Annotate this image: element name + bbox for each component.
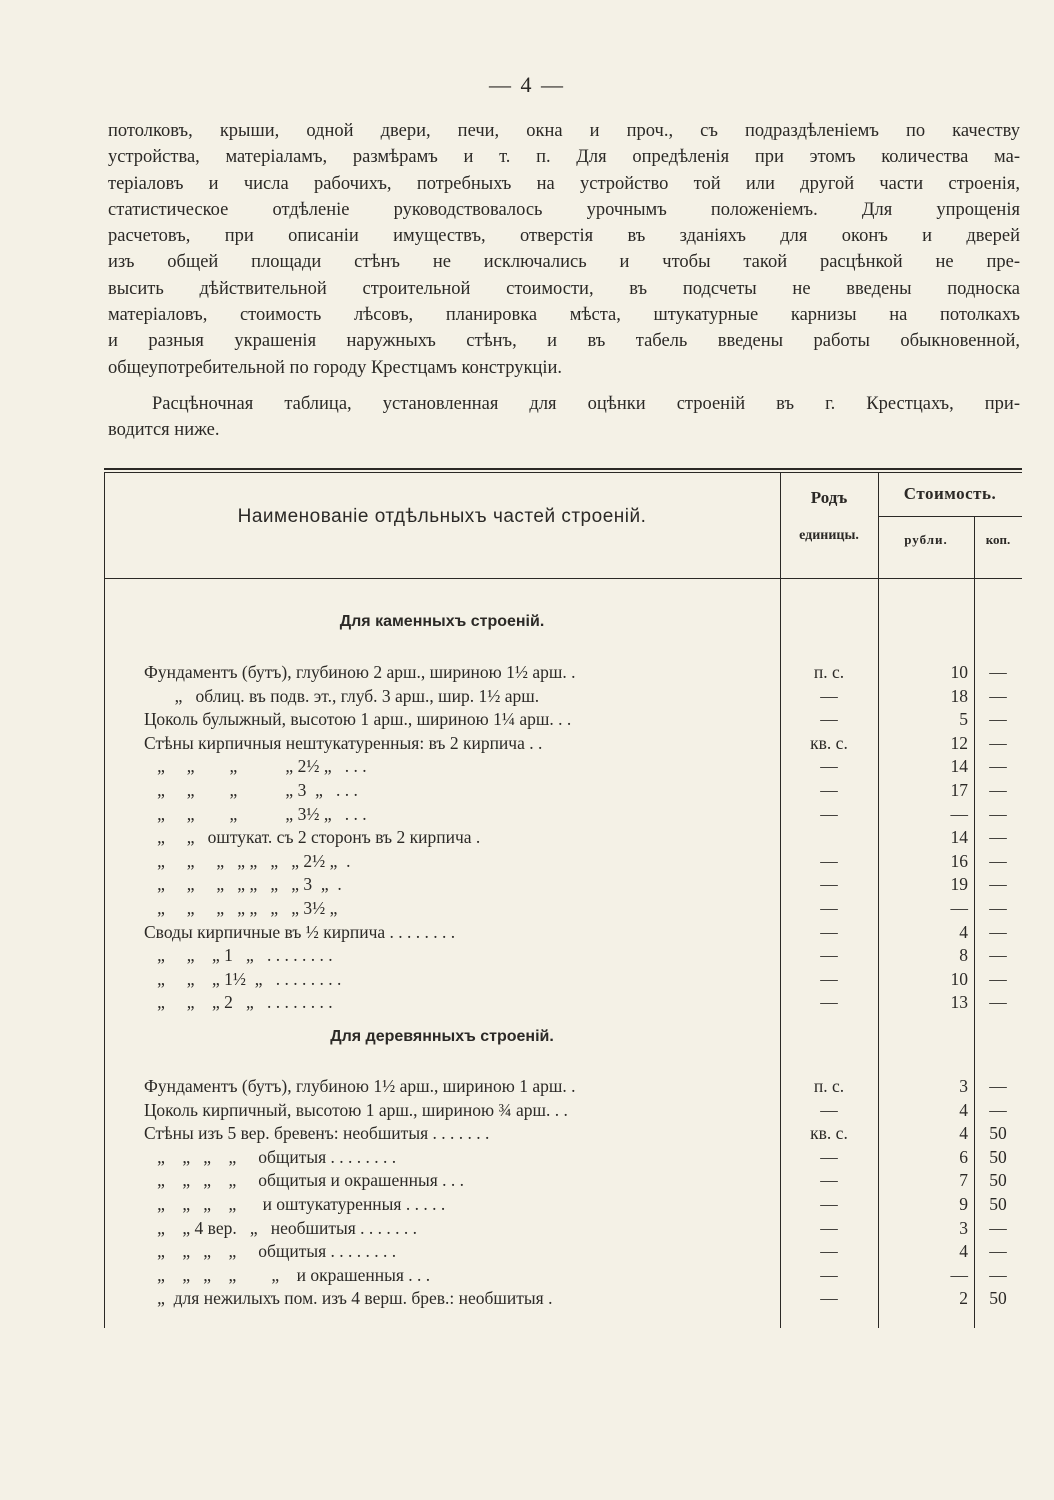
row-unit: — — [820, 850, 838, 871]
row-name: „ для нежилыхъ пом. изъ 4 верш. брев.: необшитыя . — [144, 1288, 553, 1309]
row-rub: 7 — [959, 1170, 968, 1191]
table-row — [104, 943, 1022, 967]
row-name: „ „ оштукат. съ 2 сторонъ въ 2 кирпича . — [144, 827, 481, 848]
table-row — [104, 1074, 1022, 1098]
row-rub: 8 — [959, 945, 968, 966]
table-row — [104, 1098, 1022, 1122]
row-rub: — — [950, 1264, 968, 1285]
row-kop: 50 — [989, 1170, 1007, 1191]
row-name: Стѣны изъ 5 вер. бревенъ: необшитыя . . . . . . . — [144, 1123, 490, 1144]
row-kop: — — [989, 803, 1007, 824]
table-row — [104, 967, 1022, 991]
table-row — [104, 920, 1022, 944]
row-name: „ облиц. въ подв. эт., глуб. 3 арш., шир. 1½ арш. — [144, 685, 540, 706]
table-row — [104, 754, 1022, 778]
row-rub: 16 — [950, 850, 968, 871]
row-rub: — — [950, 803, 968, 824]
row-rub: 3 — [959, 1076, 968, 1096]
row-name: „ „ „ „ „ „ „ 3 „ . — [144, 874, 342, 895]
row-name: „ „ „ „ 2½ „ . . . — [144, 756, 367, 777]
text-line: Расцѣночная таблица, установленная для оцѣнки строеній въ г. Крестцахъ, при- — [152, 393, 1020, 414]
row-kop: — — [989, 780, 1007, 800]
text-line: устройства, матеріаламъ, размѣрамъ и т. п. Для опредѣленія при этомъ количества ма- — [108, 147, 1020, 168]
row-unit: — — [820, 945, 838, 966]
table-row — [104, 778, 1022, 802]
row-rub: 4 — [959, 921, 968, 942]
row-name: Фундаментъ (бутъ), глубиною 1½ арш., шириною 1 арш. . — [144, 1076, 576, 1096]
text-line: общеупотребительной по городу Крестцамъ конструкціи. — [108, 357, 563, 378]
row-kop: — — [989, 898, 1007, 918]
row-rub: 4 — [959, 1241, 968, 1262]
row-kop: — — [989, 662, 1007, 682]
row-name: „ „ „ „ 3 „ . . . — [144, 780, 358, 800]
section-heading: Для деревянныхъ строеній. — [330, 1028, 554, 1045]
header-rub: рубли. — [904, 532, 948, 547]
page-number: — 4 — — [489, 72, 565, 97]
row-rub: — — [950, 898, 968, 918]
table-row — [104, 684, 1022, 708]
row-rub: 14 — [950, 756, 968, 777]
table-rule — [104, 472, 1022, 473]
row-rub: 6 — [959, 1146, 968, 1167]
table-row — [104, 707, 1022, 731]
row-unit: — — [820, 1099, 838, 1120]
text-line: водится ниже. — [108, 420, 220, 441]
table-row — [104, 1168, 1022, 1192]
row-name: „ „ „ „ общитыя и окрашенныя . . . — [144, 1170, 465, 1191]
row-unit: — — [820, 1288, 838, 1309]
table-row — [104, 825, 1022, 849]
row-kop: — — [989, 685, 1007, 706]
row-kop: — — [989, 921, 1007, 942]
text-line: расчетовъ, при описаніи имуществъ, отверстія въ зданіяхъ для оконъ и дверей — [108, 226, 1020, 247]
text-line: высить дѣйствительной строительной стоимости, въ подсчеты не введены подноска — [108, 278, 1020, 299]
row-name: „ „ „ „ общитыя . . . . . . . . — [144, 1146, 397, 1167]
row-kop: 50 — [989, 1194, 1007, 1214]
row-name: „ „ „ „ „ „ „ 2½ „ . — [144, 850, 351, 871]
row-unit: п. с. — [813, 662, 845, 682]
row-unit: — — [820, 685, 838, 706]
row-unit: — — [820, 1217, 838, 1238]
row-unit: — — [820, 1146, 838, 1167]
row-rub: 9 — [959, 1194, 968, 1214]
paragraph-2 — [108, 391, 1020, 444]
table-row — [104, 731, 1022, 755]
row-unit: — — [820, 1241, 838, 1262]
row-rub: 5 — [959, 709, 968, 730]
row-unit: — — [820, 968, 838, 989]
row-rub: 13 — [950, 992, 968, 1013]
row-kop: — — [989, 732, 1007, 753]
row-kop: — — [989, 1076, 1007, 1096]
row-name: Стѣны кирпичныя нештукатуренныя: въ 2 кирпича . . — [144, 732, 543, 753]
text-line: статистическое отдѣленіе руководствовалось урочнымъ положеніемъ. Для упрощенія — [108, 199, 1020, 220]
row-unit: — — [820, 992, 838, 1013]
row-unit: — — [820, 803, 838, 824]
row-rub: 4 — [959, 1099, 968, 1120]
row-rub: 17 — [950, 780, 968, 800]
row-rub: 4 — [959, 1123, 968, 1144]
row-kop: — — [989, 850, 1007, 871]
row-name: „ „ „ „ общитыя . . . . . . . . — [144, 1241, 397, 1262]
row-unit: — — [820, 1194, 838, 1214]
row-rub: 18 — [950, 685, 968, 706]
text-line: и разныя украшенія наружныхъ стѣнъ, и въ табель введены работы обыкновенной, — [108, 331, 1020, 352]
row-name: „ „ „ 2 „ . . . . . . . . — [144, 992, 333, 1013]
row-rub: 12 — [950, 732, 968, 753]
header-kop: коп. — [985, 532, 1011, 547]
row-unit: — — [820, 874, 838, 895]
row-name: „ „ „ „ „ и окрашенныя . . . — [144, 1264, 431, 1285]
row-unit: — — [820, 1264, 838, 1285]
row-rub: 14 — [950, 827, 968, 848]
row-name: Фундаментъ (бутъ), глубиною 2 арш., шириною 1½ арш. . — [144, 662, 576, 682]
row-kop: — — [989, 1241, 1007, 1262]
table-row — [104, 1145, 1022, 1169]
row-name: Своды кирпичные въ ½ кирпича . . . . . . . . — [144, 921, 456, 942]
text-line: теріаловъ и числа рабочихъ, потребныхъ на устройство той или другой части строенія, — [108, 173, 1020, 194]
row-unit: — — [820, 1170, 838, 1191]
valuation-table — [104, 468, 1022, 1328]
row-unit: — — [820, 709, 838, 730]
paragraph-1 — [108, 118, 1020, 381]
row-kop: 50 — [989, 1123, 1007, 1144]
table-rule — [878, 516, 1022, 517]
header-unit-sub: единицы. — [799, 528, 859, 543]
row-kop: — — [989, 756, 1007, 777]
row-kop: — — [989, 968, 1007, 989]
row-unit: — — [820, 898, 838, 918]
text-line: потолковъ, крыши, одной двери, печи, окна и проч., съ подраздѣленіемъ по качеству — [108, 121, 1020, 141]
text-line: изъ общей площади стѣнъ не исключались и чтобы такой расцѣнкой не пре- — [108, 252, 1020, 273]
table-row — [104, 1286, 1022, 1310]
row-kop: — — [989, 1099, 1007, 1120]
row-name: „ „ „ 1½ „ . . . . . . . . — [144, 968, 342, 989]
row-kop: 50 — [989, 1146, 1007, 1167]
row-kop: — — [989, 945, 1007, 966]
table-row — [104, 896, 1022, 920]
row-unit: п. с. — [813, 1076, 845, 1096]
table-rule — [104, 578, 1022, 579]
table-rule — [104, 468, 1022, 470]
row-unit: кв. с. — [810, 732, 848, 753]
table-row — [104, 849, 1022, 873]
row-rub: 10 — [950, 968, 968, 989]
row-name: „ „ „ „ и оштукатуренныя . . . . . — [144, 1194, 446, 1214]
table-row — [104, 1216, 1022, 1240]
row-name: „ „ 4 вер. „ необшитыя . . . . . . . — [144, 1217, 418, 1238]
row-kop: — — [989, 709, 1007, 730]
body-text — [108, 118, 1020, 444]
table-row — [104, 802, 1022, 826]
row-unit: — — [820, 921, 838, 942]
row-rub: 3 — [959, 1217, 968, 1238]
row-unit: кв. с. — [810, 1123, 848, 1144]
table-row — [104, 1192, 1022, 1216]
row-rub: 19 — [950, 874, 968, 895]
table-row — [104, 872, 1022, 896]
row-name: Цоколь кирпичный, высотою 1 арш., шириною ¾ арш. . . — [144, 1099, 568, 1120]
row-name: „ „ „ 1 „ . . . . . . . . — [144, 945, 333, 966]
row-name: „ „ „ „ 3½ „ . . . — [144, 803, 367, 824]
row-kop: — — [989, 1217, 1007, 1238]
row-kop: 50 — [989, 1288, 1007, 1309]
table-row — [104, 660, 1022, 684]
row-kop: — — [989, 992, 1007, 1013]
row-unit: — — [820, 756, 838, 777]
row-name: Цоколь булыжный, высотою 1 арш., шириною 1¼ арш. . . — [144, 709, 572, 730]
row-kop: — — [989, 1264, 1007, 1285]
header-name: Наименованіе отдѣльныхъ частей строеній. — [237, 506, 647, 527]
row-rub: 2 — [959, 1288, 968, 1309]
text-line: матеріаловъ, стоимость лѣсовъ, планировка мѣста, штукатурные карнизы на потолкахъ — [108, 305, 1020, 326]
row-kop: — — [989, 874, 1007, 895]
section-heading: Для каменныхъ строеній. — [339, 613, 545, 630]
row-unit: — — [820, 780, 838, 800]
table-row — [104, 990, 1022, 1014]
header-unit: Родъ — [810, 488, 848, 507]
table-row — [104, 1121, 1022, 1145]
header-cost: Стоимость. — [903, 484, 997, 503]
table-row — [104, 1263, 1022, 1287]
row-kop: — — [989, 827, 1007, 848]
row-name: „ „ „ „ „ „ „ 3½ „ — [144, 898, 338, 918]
row-rub: 10 — [950, 662, 968, 682]
table-row — [104, 1239, 1022, 1263]
